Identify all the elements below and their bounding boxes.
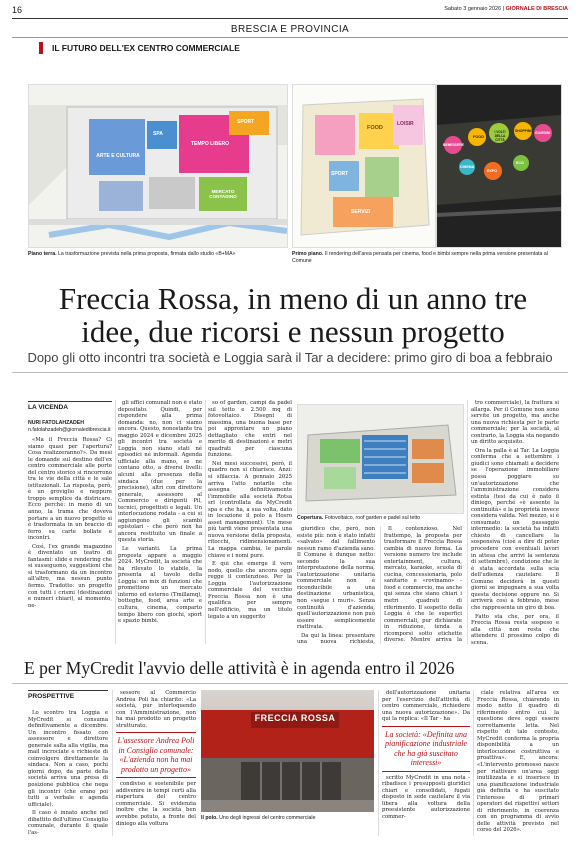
- main-headline: Freccia Rossa, in meno di un anno tre idee, due ricorsi e nessun progetto: [58, 281, 528, 349]
- pull-quote-rule: [116, 732, 196, 733]
- column-divider: [378, 690, 379, 836]
- pull-quote-company: La società: «Definita una pianificazione industriale che ha già suscitato interessi»: [385, 729, 467, 768]
- page-dateline: Sabato 3 gennaio 2026 | GIORNALE DI BRESCIA: [444, 6, 568, 12]
- caption-roof-title: Copertura.: [297, 515, 324, 521]
- article-col-1: [28, 437, 112, 643]
- column-divider: [467, 400, 468, 644]
- article-col-2: [118, 400, 202, 644]
- caption-photo-title: Il polo.: [201, 815, 218, 821]
- plan-label-arts: ARTE E CULTURA: [96, 153, 140, 159]
- plan-label-city: I VOLTI DELLA CITTÀ: [494, 130, 506, 142]
- caption-photo-text: Uno degli ingressi del centro commerciale: [219, 815, 316, 821]
- secondary-rule: [12, 683, 568, 684]
- secondary-headline: E per MyCredit l'avvio delle attività è in agenda entro il 2026: [24, 658, 455, 678]
- paragraph: Il caso è innato anche nel dibattito dell'ultimo Consiglio comunale, durante il quale l'as-: [28, 810, 108, 836]
- plan-first-floor: [292, 84, 436, 248]
- rendering-map: [437, 85, 561, 247]
- pull-quote-rule: [382, 726, 470, 727]
- caption-first-title: Primo piano.: [292, 251, 324, 257]
- author-email: n.fatolahzadeh@giornaledibrescia.it: [28, 426, 111, 433]
- paragraph: condiviso e sostenibile per addivenire in tempi certi alla riapertura del centro commerciale. Si evidenzia inoltre che la società ben avrebbe potuto, a fronte del diniego alla voltura: [116, 781, 196, 827]
- paragraph: «Ma il Freccia Rossa? Ci siamo quasi per l'apertura? Cosa realizzeranno?». Da mesi le domande sul destino dell'ex centro commerciale alle porte del centro storico si rincorrono tra le vie della città e le sale istituzionali. La risposta, però, è un groviglio e neppure troppo semplice da districare. Ecco perché: in meno di un anno, la trama che doveva portare a un nuovo progetto si è trasformata in un braccio di ferro su carte bollate e incontri.: [28, 437, 112, 542]
- caption-ground-title: Piano terra.: [28, 251, 57, 257]
- column-divider: [112, 690, 113, 836]
- pull-quote-assessor: L'assessore Andrea Poli in Consiglio comunale: «L'azienda non ha mai prodotto un progetto»: [117, 736, 195, 774]
- pull-quote-rule: [116, 777, 196, 778]
- mall-entrance-illustration: [201, 690, 374, 812]
- column-divider: [380, 526, 381, 644]
- secondary-col-1: [28, 710, 108, 836]
- roof-image: [297, 404, 464, 514]
- article-col-4: [297, 526, 375, 644]
- ground-floor-map: [29, 85, 287, 247]
- caption-roof: [297, 515, 462, 522]
- roof-rendering: [298, 405, 463, 513]
- secondary-label: PROSPETTIVE: [28, 690, 108, 700]
- caption-first-floor: [292, 251, 560, 264]
- article-col-5: [384, 526, 462, 644]
- subheadline: Dopo gli otto incontri tra società e Loggia sarà il Tar a decidere: primo giro di boa a febbraio: [27, 350, 553, 365]
- column-divider: [473, 690, 474, 836]
- plan-label-loisir: LOISIR: [397, 121, 414, 127]
- caption-roof-text: Fotovoltaico, roof garden e padel sul tetto: [324, 515, 421, 521]
- plan-label-sport: SPORT: [237, 119, 255, 125]
- column-divider: [115, 400, 116, 644]
- paragraph: ciale relativa all'area ex Freccia Rossa, chiarendo in modo netto il quadro di riferimento entro cui la questione deve oggi essere correttamente letta. Nel rispetto di tale contesto, MyCredit conferma la propria disponibilità a un interlocuzione costruttiva e proattiva». E, ancora: «L'intervento promosso nasce per riattivare un'area oggi inutilizzata e si inserisce in una pianificazione industriale già definita e ha suscitato l'interesse di primari operatori del rispettivi settori di riferimento, in coerenza con un programma di avvio delle attività previsto nel corso del 2026».: [477, 690, 559, 834]
- section-rule: [12, 37, 568, 38]
- kicker-bar: [39, 42, 43, 54]
- secondary-col-2: [116, 690, 196, 836]
- caption-first-text: Il rendering dell'area pensata per cinema, food e bimbi sempre nella prima versione presentata al Comune: [292, 251, 548, 264]
- paragraph: Il contenzioso. Nel frattempo, la proposta per trasformare il Freccia Rossa cambia di nuovo forma. La versione numero tre include entertainment, cultura, mercato, karaoke, scuola di cucina, concessionaria, polo sanitario e «rovinamo» - food e commercio, ma anche qui senza che siano chiari i metri quadrati di riferimento. Il sospetto della Loggia è che le superfici commerciali, pur dichiarate in riduzione, tenda a ricomporsi sotto etichette diverse. Mentre arriva la: [384, 526, 462, 644]
- plan-label-eco: ECO: [516, 161, 524, 165]
- top-rule: [12, 18, 568, 19]
- paragraph: gli uffici comunali non è stato depositato. Quindi, per rispondere alla prima domanda: no, non ci siamo ancora. Questo, nonostante tra maggio 2024 e dicembre 2025 gli incontri tra società e Loggia non siano stati né episodici né informali. Agenda ufficiale alla mano, se ne contano otto, a diversi livelli: alcuni alla presenza della sindaca (due per la precisione), altri con direttore generale, assessore al Commercio e dirigenti Pil, tecnici, progettisti e legali. Un interlocuzione rodata - a cui si aggiungono gli scambi epistolari - che però non ha ancora restituito un finale a questa storia.: [118, 400, 202, 544]
- caption-photo: [201, 815, 374, 822]
- secondary-col-4: [382, 690, 470, 836]
- subhead-rule: [12, 372, 568, 373]
- article-col-3: [208, 400, 292, 644]
- paragraph: tro commerciale), la frattura si allarga. Per il Comune non sono servite un progetto, ma anche una nuova richiesta per le parte commerciale; per la società, al contrario, la Loggia sta negando un diritto acquisito.: [471, 400, 559, 446]
- plan-label-market: MERCATO CONTADINO: [209, 189, 237, 199]
- paragraph: giuridico che, però, non esiste più: non è stato infatti «salvato» dal fallimento nessun ramo d'azienda sano. Il Comune è dunque netto: secondo la sua interpretazione della norma, l'autorizzazione unitaria commerciale non è riconducibile a una destinazione urbanistica, non «segue i muri». Senza continuità d'azienda, quell'autorizzazione non può essere semplicemente riattivata.: [297, 526, 375, 631]
- paragraph: Lo scontro tra Loggia e MyCredit si consuma definitivamente a dicembre. Un incontro fissato con assessore e direttore generale salta alla vigilia, ma mail incrociate e richieste di coinvolgere direttamente la sindaca. Non a caso, pochi giorni dopo, da parte della società arriva una presa di posizione pubblica che nega gli incontri (che erano poi tutti a verbale e agenda ufficiale).: [28, 710, 108, 808]
- plan-ground-floor: [28, 84, 288, 248]
- paragraph: E qui che emerge il vero nodo, quello che ancora oggi regge il contenzioso. Per la Loggia l'autorizzazione commerciale del vecchio Freccia Rossa non è una qualifica per sempre nell'edificio, ma un titolo legato a un suggerito: [208, 561, 292, 620]
- plan-label-shopping: SHOPPING: [515, 129, 533, 133]
- paragraph: Da qui la linea: presentare una nuova richiesta,: [297, 632, 375, 644]
- kicker: IL FUTURO DELL'EX CENTRO COMMERCIALE: [52, 43, 240, 53]
- plan-rendering: [436, 84, 562, 248]
- plan-label-gardens: GIARDINI: [535, 131, 551, 135]
- article-byline: [28, 420, 112, 433]
- caption-ground-text: La trasformazione prevista nella prima proposta, firmata dallo studio «B+MA»: [58, 251, 236, 257]
- paragraph: Ora la palla è al Tar. La Loggia conferma che a settembre i giudici sono chiamati a decidere se l'operazione immobiliare possa poggiare su un'autorizzazione che l'amministrazione considera estinta (tesi da cui è nato il diniego, perché «è assente la continuità» e la proprietà invece considera valida. Nel mezzo, si è consumato un passaggio intermedio: la società ha infatti chiesto di cancellare la sospensiva (cioè a dire di poter procedere con eventuali lavori in attesa che arrivi la sentenza di settembre), condizione che le è stata accordata sulla scia dell'udienza cautelare. Il Comune deciderà in questi giorni se impugnare a sua volta questa decisione oppure no. Si arriverà così a febbraio, mese che rappresenta un giro di boa.: [471, 447, 559, 611]
- mall-sign: FRECCIA ROSSA: [254, 713, 336, 723]
- plan-label-leisure: TEMPO LIBERO: [191, 141, 230, 147]
- plan-label-food: FOOD: [367, 125, 383, 131]
- author-name: NURI FATOLAHZADEH: [28, 420, 85, 426]
- plan-label-cinema: CINEMA: [460, 165, 475, 169]
- paragraph: Così, l'ex grande magazzino è diventato un teatro di fantasmi: slide e rendering che si susseguono, suggestioni che si trasformano da un incontro all'altro, ma nessun punto fermo. Tradotto: un progetto con tutti i crismi (destinazioni e numeri chiari), al momento, ne-: [28, 543, 112, 609]
- newspaper-name: GIORNALE DI BRESCIA: [505, 6, 568, 12]
- issue-date: Sabato 3 gennaio 2026: [444, 6, 502, 12]
- article-label: LA VICENDA: [28, 401, 112, 411]
- paragraph: Fatto sta che, per ora, il Freccia Rossa resta sospeso e alla città non resta che attendere il prossimo colpo di scena.: [471, 613, 559, 644]
- plan-label-spa: SPA: [153, 131, 163, 137]
- secondary-col-5: [477, 690, 559, 836]
- paragraph: Nei mesi successivi, però, il quadro non si chiarisce. Anzi: si sfilaccia. A gennaio 2025 arriva l'atto notarile che assegna definitivamente l'immobile alla società Rotsa srl (controllata da MyCredit spa e che ha, a sua volta, dato in locazione il polo a Hosro asset management). Un mese più tardi viene presentata una nuova versione della proposta, ritocchi, ridimensionamenti. La mappa cambia, le parole chiave e i nomi pure.: [208, 460, 292, 559]
- paragraph: so of garden, campi da padel sul tetto e 2.500 mq di fotovoltaico. Disegni di massima, una buona base per poi approntare un piano dettagliato che entri nel merito di destinazioni e metri quadrati per ciascuna funzione.: [208, 400, 292, 459]
- article-col-6: [471, 400, 559, 644]
- plan-label-food-2: FOOD: [473, 135, 484, 139]
- section-title: BRESCIA E PROVINCIA: [230, 24, 350, 35]
- plan-label-wellness: BENESSERE: [443, 143, 464, 147]
- caption-ground-floor: [28, 251, 286, 258]
- paragraph: Le varianti. La prima proposta appare a maggio 2024. MyCredit, la società che ha rilevato lo stabile, la presenta al tavolo della Loggia: un mix di funzioni che promettono un mercato interno ed esterno (Tmillamq), botteghe, food, area arte e cultura, cinema, comparto tempo libero con giochi, sport e spazio bimbi.: [118, 546, 202, 625]
- first-floor-map: [293, 85, 435, 247]
- pull-quote-rule: [382, 771, 470, 772]
- paragraph: dell'autorizzazione unitaria per l'esercizio dell'attività di centro commerciale, richiedere una nuova autorizzazione». Da qui la replica: «Il Tar - ha: [382, 690, 470, 723]
- paragraph: scritto MyCredit in una nota - ribadisce i presupposti giuridici chiari e consolidati, fugati disposto in sede cautelare il via libera alla voltura della preesistente autorizzazione commer-: [382, 774, 470, 821]
- paragraph: sessore al Commercio Andrea Poli ha chiarito: «La società, pur interloquendo con l'Amministrazione, non ha mai prodotto un progetto strutturato.: [116, 690, 196, 729]
- plan-label-services: SERVIZI: [351, 209, 371, 215]
- column-divider: [205, 400, 206, 644]
- page-number: 16: [12, 5, 23, 15]
- plan-label-sport-2: SPORT: [331, 171, 349, 177]
- plan-label-expo: EXPO: [487, 169, 497, 173]
- mall-entrance-photo: [201, 690, 374, 812]
